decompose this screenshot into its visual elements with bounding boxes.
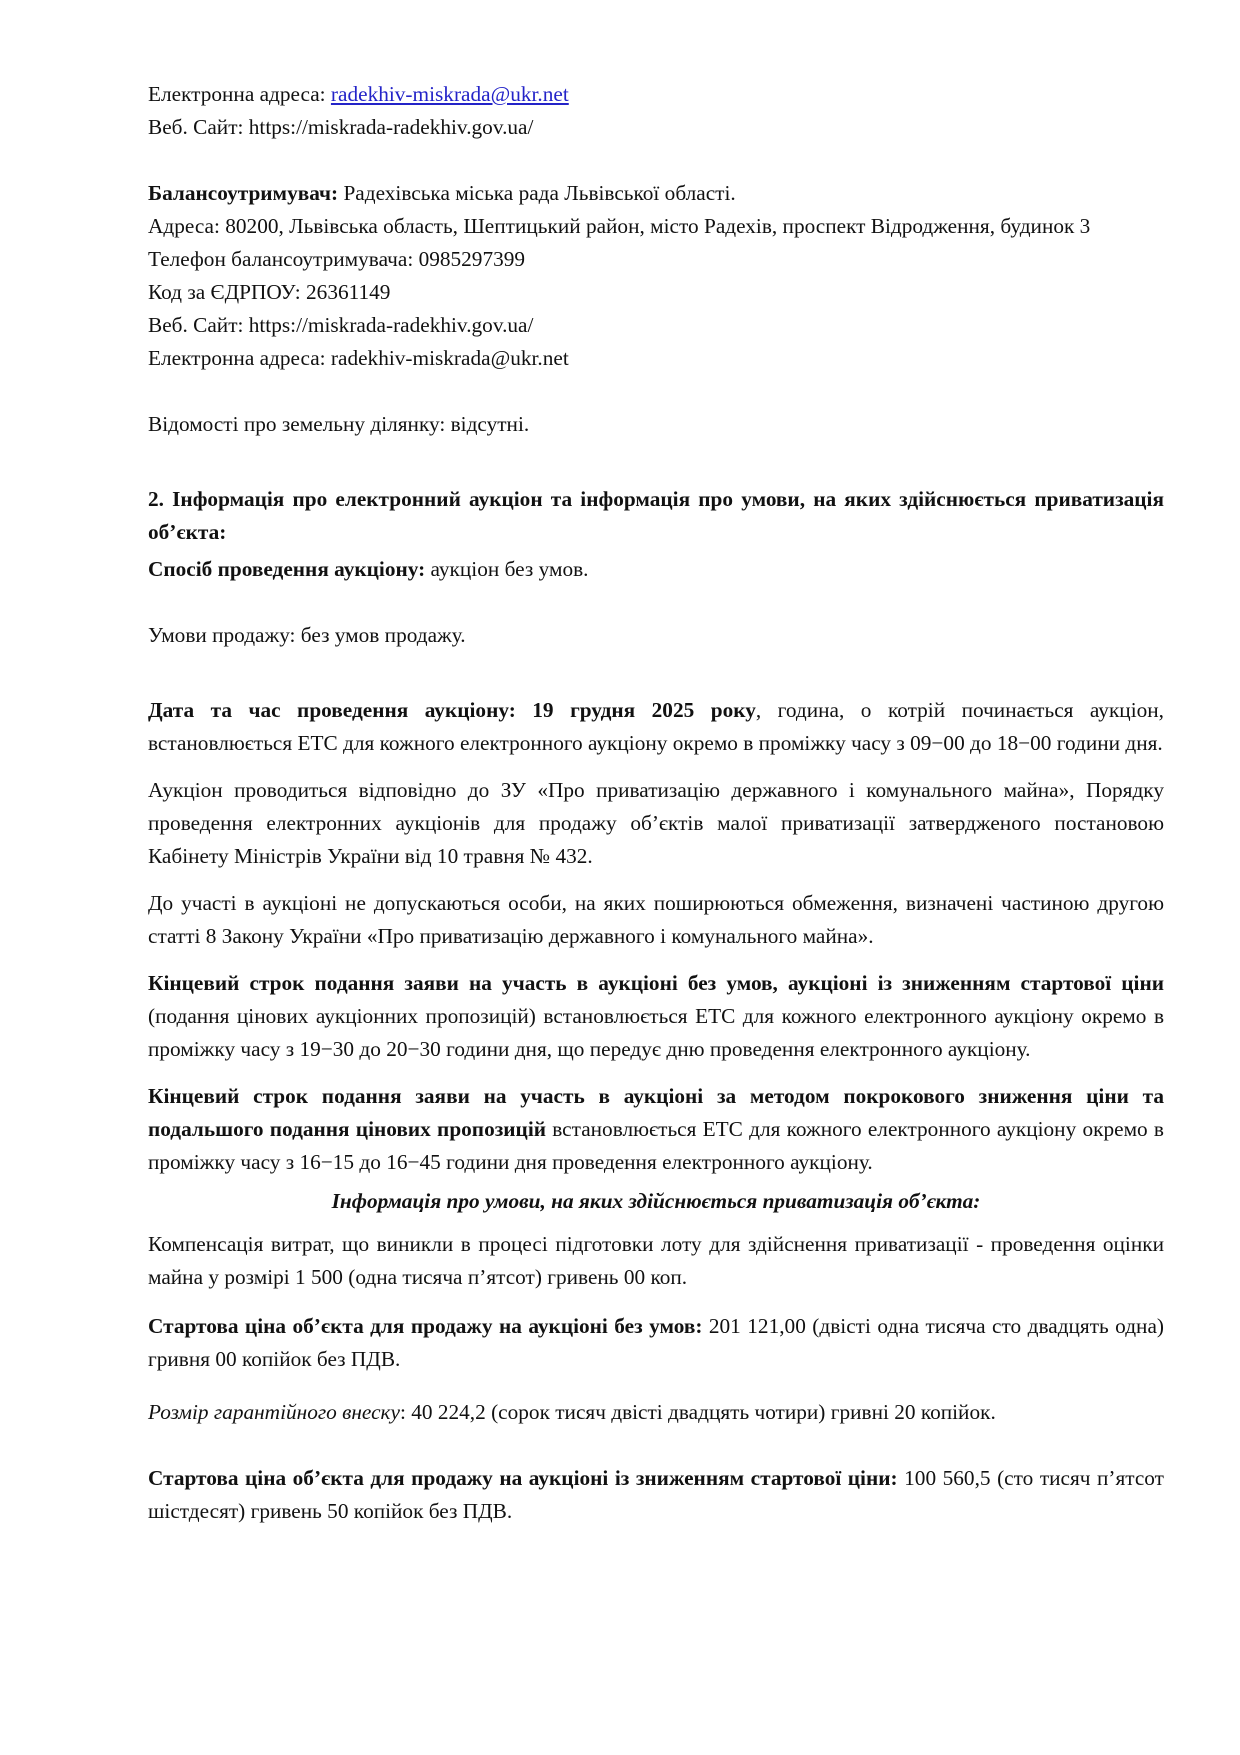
deadline-standard-rest: (подання цінових аукціонних пропозицій) встановлюється ЕТС для кожного електронного аукціону окремо в проміжку часу з 19−30 до 20−30 години дня, що передує дню проведення електронного аукціону. — [148, 1004, 1164, 1061]
deadline-standard-label: Кінцевий строк подання заяви на участь в аукціоні без умов, аукціоні із зниженням стартової ціни — [148, 971, 1164, 995]
balance-holder-line — [148, 177, 1164, 210]
deadline-stepwise-label: Кінцевий строк подання заяви на участь в аукціоні за методом покрокового зниження ціни та подальшого подання цінових пропозицій — [148, 1084, 1164, 1141]
document-page — [148, 78, 1164, 1528]
auction-date-rest: , година, о котрій починається аукціон, встановлюється ЕТС для кожного електронного аукціону окремо в проміжку часу з 09−00 до 18−00 години дня. — [148, 698, 1164, 755]
deposit — [148, 1396, 1164, 1429]
email-label: Електронна адреса: — [148, 82, 331, 106]
website-value: https://miskrada-radekhiv.gov.ua/ — [248, 115, 534, 139]
conditions-heading: Інформація про умови, на яких здійснюється приватизація об’єкта: — [331, 1189, 981, 1213]
land-info: Відомості про земельну ділянку: відсутні. — [148, 412, 530, 436]
deposit-label: Розмір гарантійного внеску — [148, 1400, 400, 1424]
start-price-label: Стартова ціна об’єкта для продажу на аукціоні без умов: — [148, 1314, 703, 1338]
section-2-heading: 2. Інформація про електронний аукціон та інформація про умови, на яких здійснюється приватизація об’єкта: — [148, 487, 1164, 544]
auction-method-value: аукціон без умов. — [425, 557, 589, 581]
deadline-stepwise — [148, 1080, 1164, 1179]
reduced-start-price-label: Стартова ціна об’єкта для продажу на аукціоні із зниженням стартової ціни: — [148, 1466, 898, 1490]
start-price — [148, 1310, 1164, 1376]
start-price-value: 201 121,00 (двісті одна тисяча сто двадцять одна) гривня 00 копійок без ПДВ. — [148, 1314, 1164, 1371]
deadline-stepwise-rest: встановлюється ЕТС для кожного електронного аукціону окремо в проміжку часу з 16−15 до 16−45 години дня проведення електронного аукціону. — [148, 1117, 1164, 1174]
deposit-value: : 40 224,2 (сорок тисяч двісті двадцять чотири) гривні 20 копійок. — [399, 1400, 996, 1424]
compensation: Компенсація витрат, що виникли в процесі підготовки лоту для здійснення приватизації - проведення оцінки майна у розмірі 1 500 (одна тисяча п’ятсот) гривень 00 коп. — [148, 1232, 1164, 1289]
auction-method-label: Спосіб проведення аукціону: — [148, 557, 426, 581]
email-link[interactable]: radekhiv-miskrada@ukr.net — [330, 82, 569, 106]
participation-restrictions: До участі в аукціоні не допускаються особи, на яких поширюються обмеження, визначені частиною другою статті 8 Закону України «Про приватизацію державного і комунального майна». — [148, 891, 1164, 948]
email-line — [148, 78, 1164, 111]
reduced-start-price-value: 100 560,5 (сто тисяч п’ятсот шістдесят) гривень 50 копійок без ПДВ. — [148, 1466, 1164, 1523]
auction-date-label: Дата та час проведення аукціону: 19 грудня 2025 року — [148, 698, 756, 722]
website-label: Веб. Сайт: — [148, 115, 249, 139]
balance-holder-email: Електронна адреса: radekhiv-miskrada@ukr.net — [148, 346, 569, 370]
auction-date — [148, 694, 1164, 760]
auction-method — [148, 553, 1164, 586]
balance-holder-value: Радехівська міська рада Львівської області. — [338, 181, 736, 205]
balance-holder-label: Балансоутримувач: — [148, 181, 339, 205]
reduced-start-price — [148, 1462, 1164, 1528]
balance-holder-phone: Телефон балансоутримувача: 0985297399 — [148, 247, 526, 271]
sale-terms: Умови продажу: без умов продажу. — [148, 623, 466, 647]
balance-holder-address: Адреса: 80200, Львівська область, Шептицький район, місто Радехів, проспект Відродження, будинок 3 — [148, 214, 1091, 238]
legal-basis: Аукціон проводиться відповідно до ЗУ «Про приватизацію державного і комунального майна», Порядку проведення електронних аукціонів для продажу об’єктів малої приватизації затвердженого постановою Кабінету Міністрів України від 10 травня № 432. — [148, 778, 1164, 868]
deadline-standard — [148, 967, 1164, 1066]
balance-holder-edrpou: Код за ЄДРПОУ: 26361149 — [148, 280, 391, 304]
balance-holder-website: Веб. Сайт: https://miskrada-radekhiv.gov.ua/ — [148, 313, 534, 337]
website-line — [148, 111, 1164, 144]
